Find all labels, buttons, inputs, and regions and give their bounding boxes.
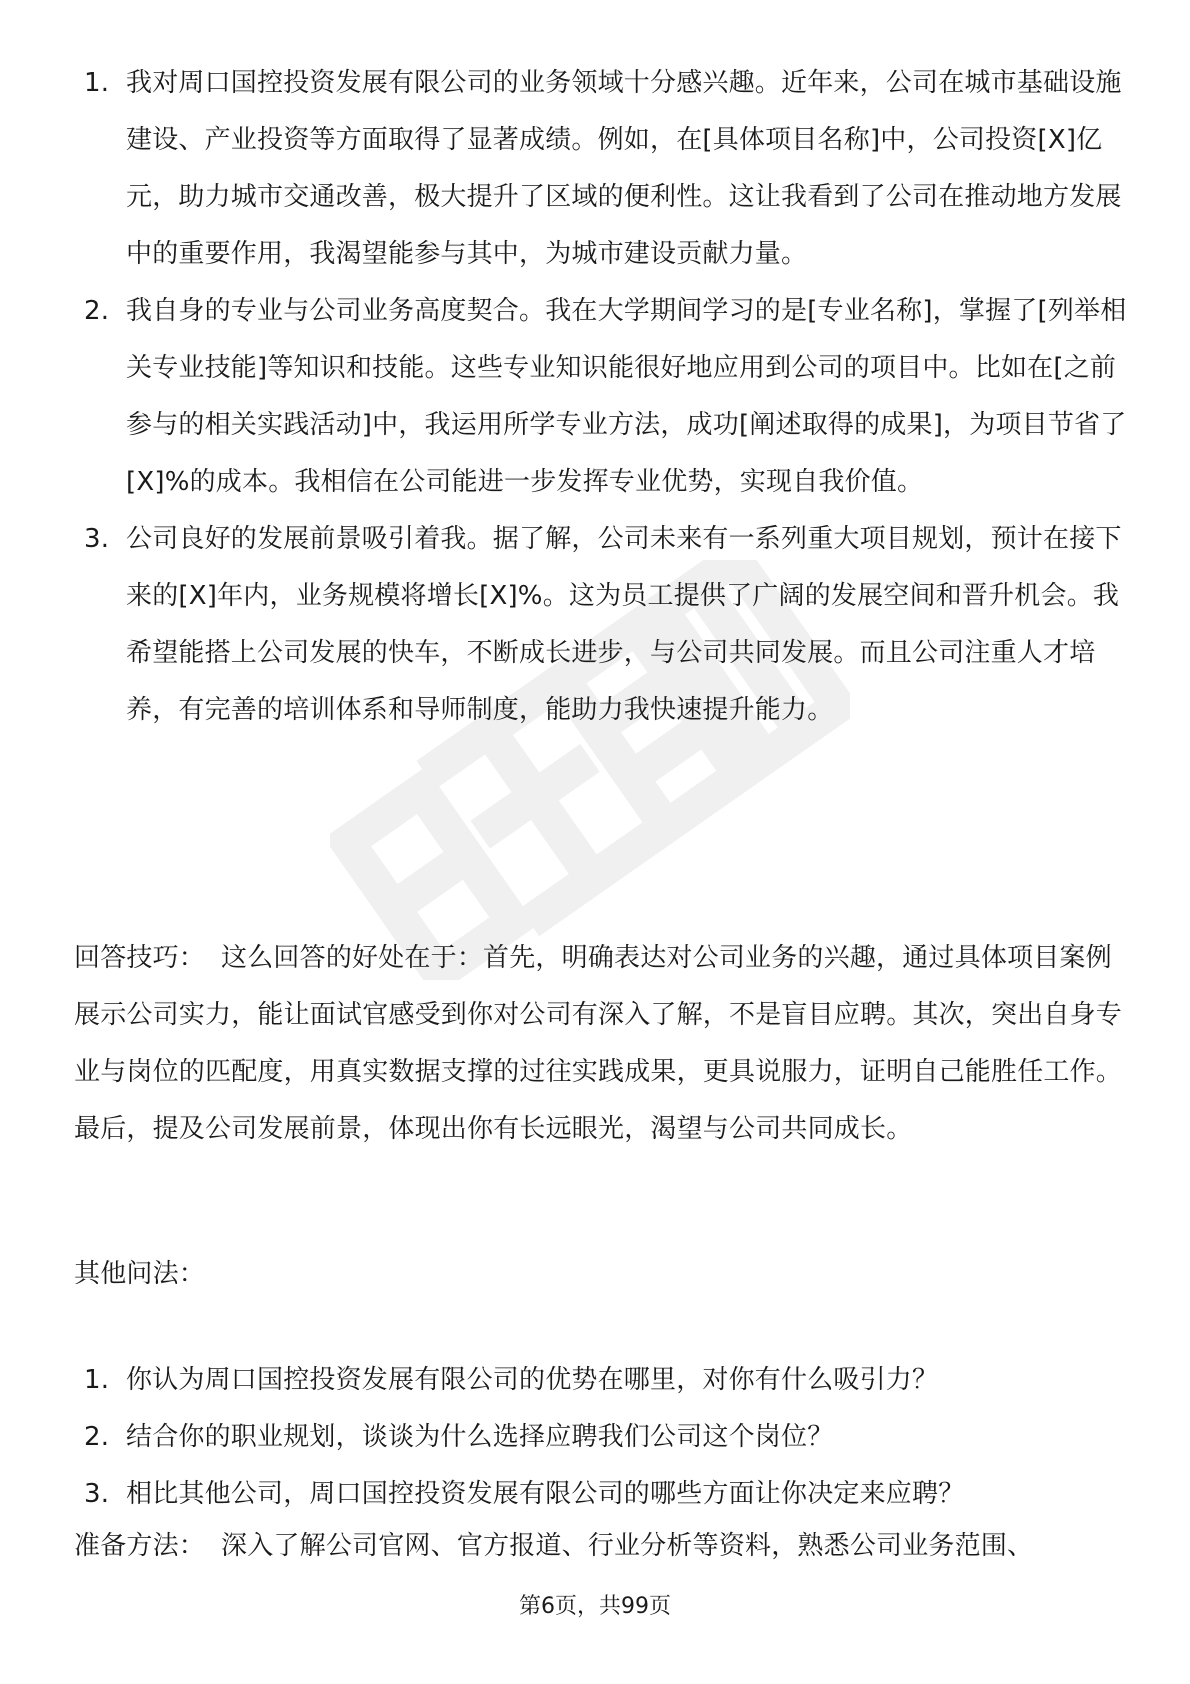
other-questions-heading: 其他问法： (74, 1259, 206, 1289)
prep-label: 准备方法： (74, 1531, 206, 1561)
other-question-item (74, 1352, 1134, 1409)
question-text: 你认为周口国控投资发展有限公司的优势在哪里，对你有什么吸引力？ (126, 1365, 939, 1395)
page-footer: 第6页，共99页 (519, 1594, 671, 1619)
question-text: 相比其他公司，周口国控投资发展有限公司的哪些方面让你决定来应聘？ (126, 1479, 965, 1509)
prep-text: 深入了解公司官网、官方报道、行业分析等资料，熟悉公司业务范围、 (221, 1531, 1034, 1561)
other-question-item (74, 1409, 1134, 1466)
answer-text: 公司良好的发展前景吸引着我。据了解，公司未来有一系列重大项目规划，预计在接下来的[X]年内，业务规模将增长[X]%。这为员工提供了广阔的发展空间和晋升机会。我希望能搭上公司发展的快车，不断成长进步，与公司共同发展。而且公司注重人才培养，有完善的培训体系和导师制度，能助力我快速提升能力。 (126, 524, 1122, 725)
answer-number: 2. (84, 296, 110, 326)
question-number: 2. (84, 1422, 110, 1452)
answer-text: 我对周口国控投资发展有限公司的业务领域十分感兴趣。近年来，公司在城市基础设施建设、产业投资等方面取得了显著成绩。例如，在[具体项目名称]中，公司投资[X]亿元，助力城市交通改善，极大提升了区域的便利性。这让我看到了公司在推动地方发展中的重要作用，我渴望能参与其中，为城市建设贡献力量。 (126, 68, 1122, 269)
question-number: 3. (84, 1479, 110, 1509)
answer-item (74, 283, 1134, 511)
tips-label: 回答技巧： (74, 943, 206, 973)
preparation-paragraph (74, 1518, 1134, 1575)
answer-number: 3. (84, 524, 110, 554)
answer-item (74, 55, 1134, 283)
answer-text: 我自身的专业与公司业务高度契合。我在大学期间学习的是[专业名称]，掌握了[列举相关专业技能]等知识和技能。这些专业知识能很好地应用到公司的项目中。比如在[之前参与的相关实践活动]中，我运用所学专业方法，成功[阐述取得的成果]，为项目节省了[X]%的成本。我相信在公司能进一步发挥专业优势，实现自我价值。 (126, 296, 1127, 497)
answer-number: 1. (84, 68, 110, 98)
answer-list (74, 55, 1134, 739)
other-question-item (74, 1466, 1134, 1523)
answer-tips-paragraph (74, 930, 1134, 1158)
tips-text: 这么回答的好处在于：首先，明确表达对公司业务的兴趣，通过具体项目案例展示公司实力，能让面试官感受到你对公司有深入了解，不是盲目应聘。其次，突出自身专业与岗位的匹配度，用真实数据支撑的过往实践成果，更具说服力，证明自己能胜任工作。最后，提及公司发展前景，体现出你有长远眼光，渴望与公司共同成长。 (74, 943, 1123, 1144)
question-text: 结合你的职业规划，谈谈为什么选择应聘我们公司这个岗位？ (126, 1422, 834, 1452)
question-number: 1. (84, 1365, 110, 1395)
other-questions-list (74, 1352, 1134, 1523)
answer-item (74, 511, 1134, 739)
